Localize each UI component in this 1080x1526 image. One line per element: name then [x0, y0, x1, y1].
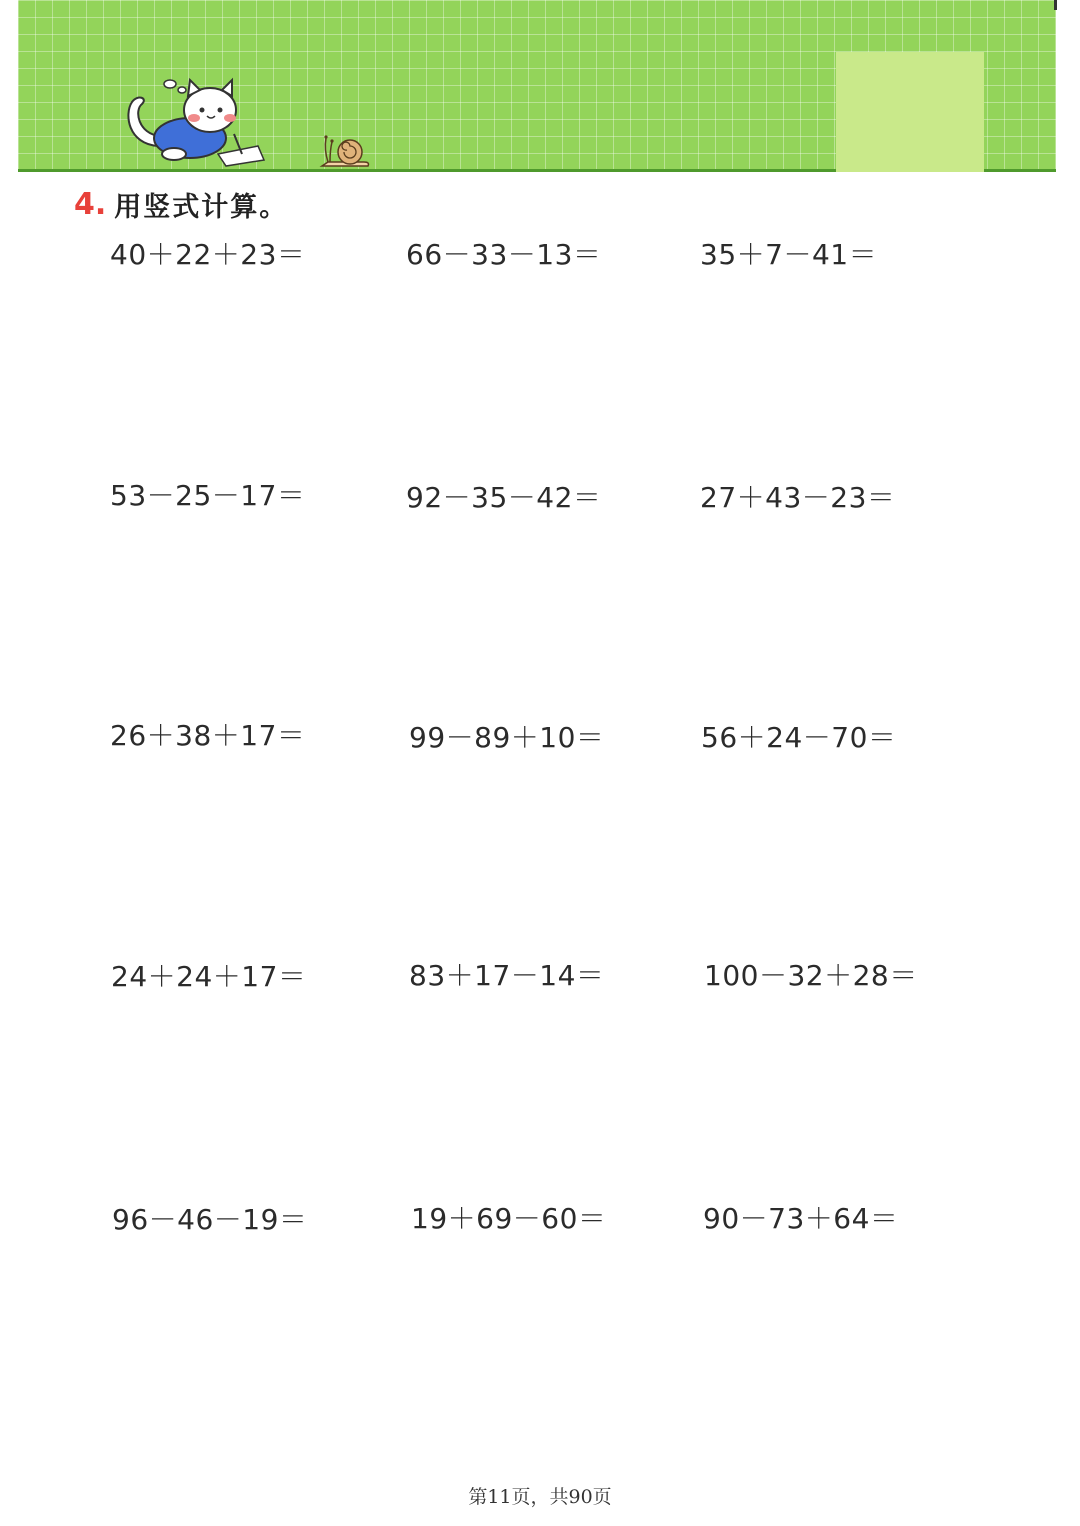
cat-writing-illustration [118, 74, 268, 170]
problem-4-3: 100－32＋28＝ [704, 959, 918, 992]
problem-5-3: 90－73＋64＝ [703, 1202, 899, 1235]
problem-1-1: 40＋22＋23＝ [110, 238, 306, 271]
problem-3-3: 56＋24－70＝ [701, 721, 897, 754]
problem-3-2: 99－89＋10＝ [409, 721, 605, 754]
problem-5-2: 19＋69－60＝ [411, 1202, 607, 1235]
problem-4-2: 83＋17－14＝ [409, 959, 605, 992]
section-instruction: 用竖式计算。 [114, 191, 289, 223]
section-heading [74, 184, 288, 224]
problem-3-1: 26＋38＋17＝ [110, 719, 306, 752]
problem-1-3: 35＋7－41＝ [700, 238, 878, 271]
page-edge-mark [1054, 0, 1057, 10]
banner-panel [836, 52, 984, 172]
problem-2-1: 53－25－17＝ [110, 479, 306, 512]
problem-4-1: 24＋24＋17＝ [111, 960, 307, 993]
section-number: 4. [74, 186, 107, 222]
problem-1-2: 66－33－13＝ [406, 238, 602, 271]
problem-2-3: 27＋43－23＝ [700, 481, 896, 514]
problem-5-1: 96－46－19＝ [112, 1203, 308, 1236]
problem-2-2: 92－35－42＝ [406, 481, 602, 514]
page-number-footer: 第11页，共90页 [468, 1486, 612, 1508]
snail-illustration [318, 128, 372, 170]
